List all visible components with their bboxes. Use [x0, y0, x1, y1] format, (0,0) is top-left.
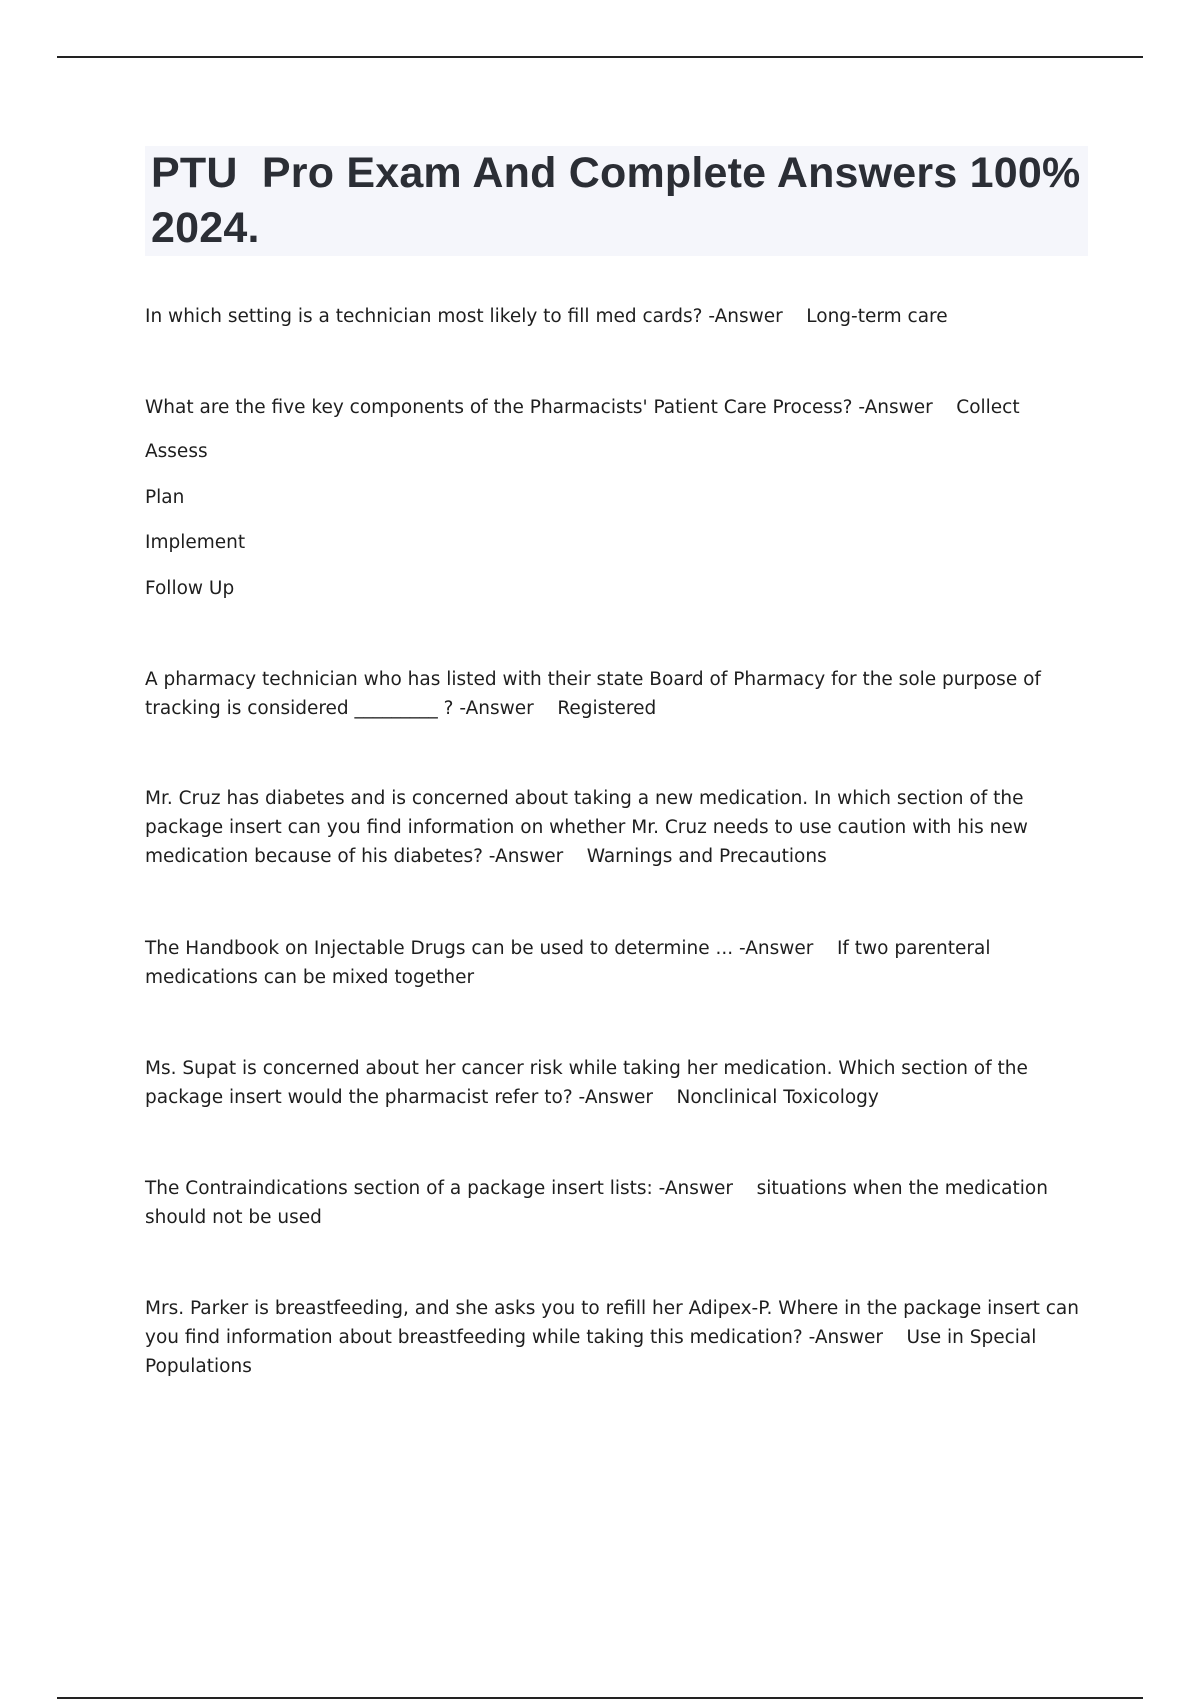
answer-text: Use in Special Populations	[145, 1327, 1043, 1377]
question-text: Ms. Supat is concerned about her cancer risk while taking her medication. Which section of the package insert would the pharmacist refer to? -Answer	[145, 1058, 1034, 1108]
qa-item-2	[145, 393, 1080, 422]
answer-text: situations when the medication should not be used	[145, 1178, 1054, 1228]
answer-text: Long-term care	[806, 306, 948, 327]
question-text: The Contraindications section of a package insert lists: -Answer	[145, 1178, 734, 1199]
answer-text: If two parenteral medications can be mixed together	[145, 938, 997, 988]
answer-continuation	[145, 528, 1080, 557]
answer-line: Follow Up	[145, 578, 235, 599]
question-text: Mr. Cruz has diabetes and is concerned about taking a new medication. In which section of the package insert can you find information on whether Mr. Cruz needs to use caution with his new medication because of his diabetes? -Answer	[145, 788, 1034, 867]
top-rule	[57, 56, 1143, 58]
answer-line: Implement	[145, 532, 246, 553]
answer-text: Warnings and Precautions	[586, 846, 827, 867]
question-text: Mrs. Parker is breastfeeding, and she asks you to refill her Adipex-P. Where in the package insert can you find information about breastfeeding while taking this medication? -Answer	[145, 1298, 1085, 1348]
qa-item-1	[145, 302, 1080, 331]
answer-line: Assess	[145, 441, 208, 462]
answer-text: Collect	[956, 397, 1020, 418]
answer-text: Nonclinical Toxicology	[676, 1087, 879, 1108]
qa-item-7	[145, 1174, 1080, 1232]
question-text: A pharmacy technician who has listed with their state Board of Pharmacy for the sole purpose of tracking is considered _________ ? -Answer	[145, 669, 1047, 719]
answer-continuation	[145, 437, 1080, 466]
title-banner	[145, 146, 1093, 256]
document-title: PTU Pro Exam And Complete Answers 100% 2024.	[151, 149, 1093, 252]
bottom-rule	[57, 1697, 1143, 1699]
answer-text: Registered	[557, 698, 657, 719]
qa-item-4	[145, 784, 1080, 871]
qa-item-5	[145, 934, 1080, 992]
answer-line: Plan	[145, 487, 185, 508]
answer-continuation	[145, 483, 1080, 512]
qa-item-3	[145, 665, 1080, 723]
answer-continuation	[145, 574, 1080, 603]
question-text: The Handbook on Injectable Drugs can be used to determine ... -Answer	[145, 938, 814, 959]
question-text: In which setting is a technician most likely to fill med cards? -Answer	[145, 306, 783, 327]
qa-item-8	[145, 1294, 1085, 1381]
question-text: What are the five key components of the Pharmacists' Patient Care Process? -Answer	[145, 397, 933, 418]
qa-item-6	[145, 1054, 1080, 1112]
